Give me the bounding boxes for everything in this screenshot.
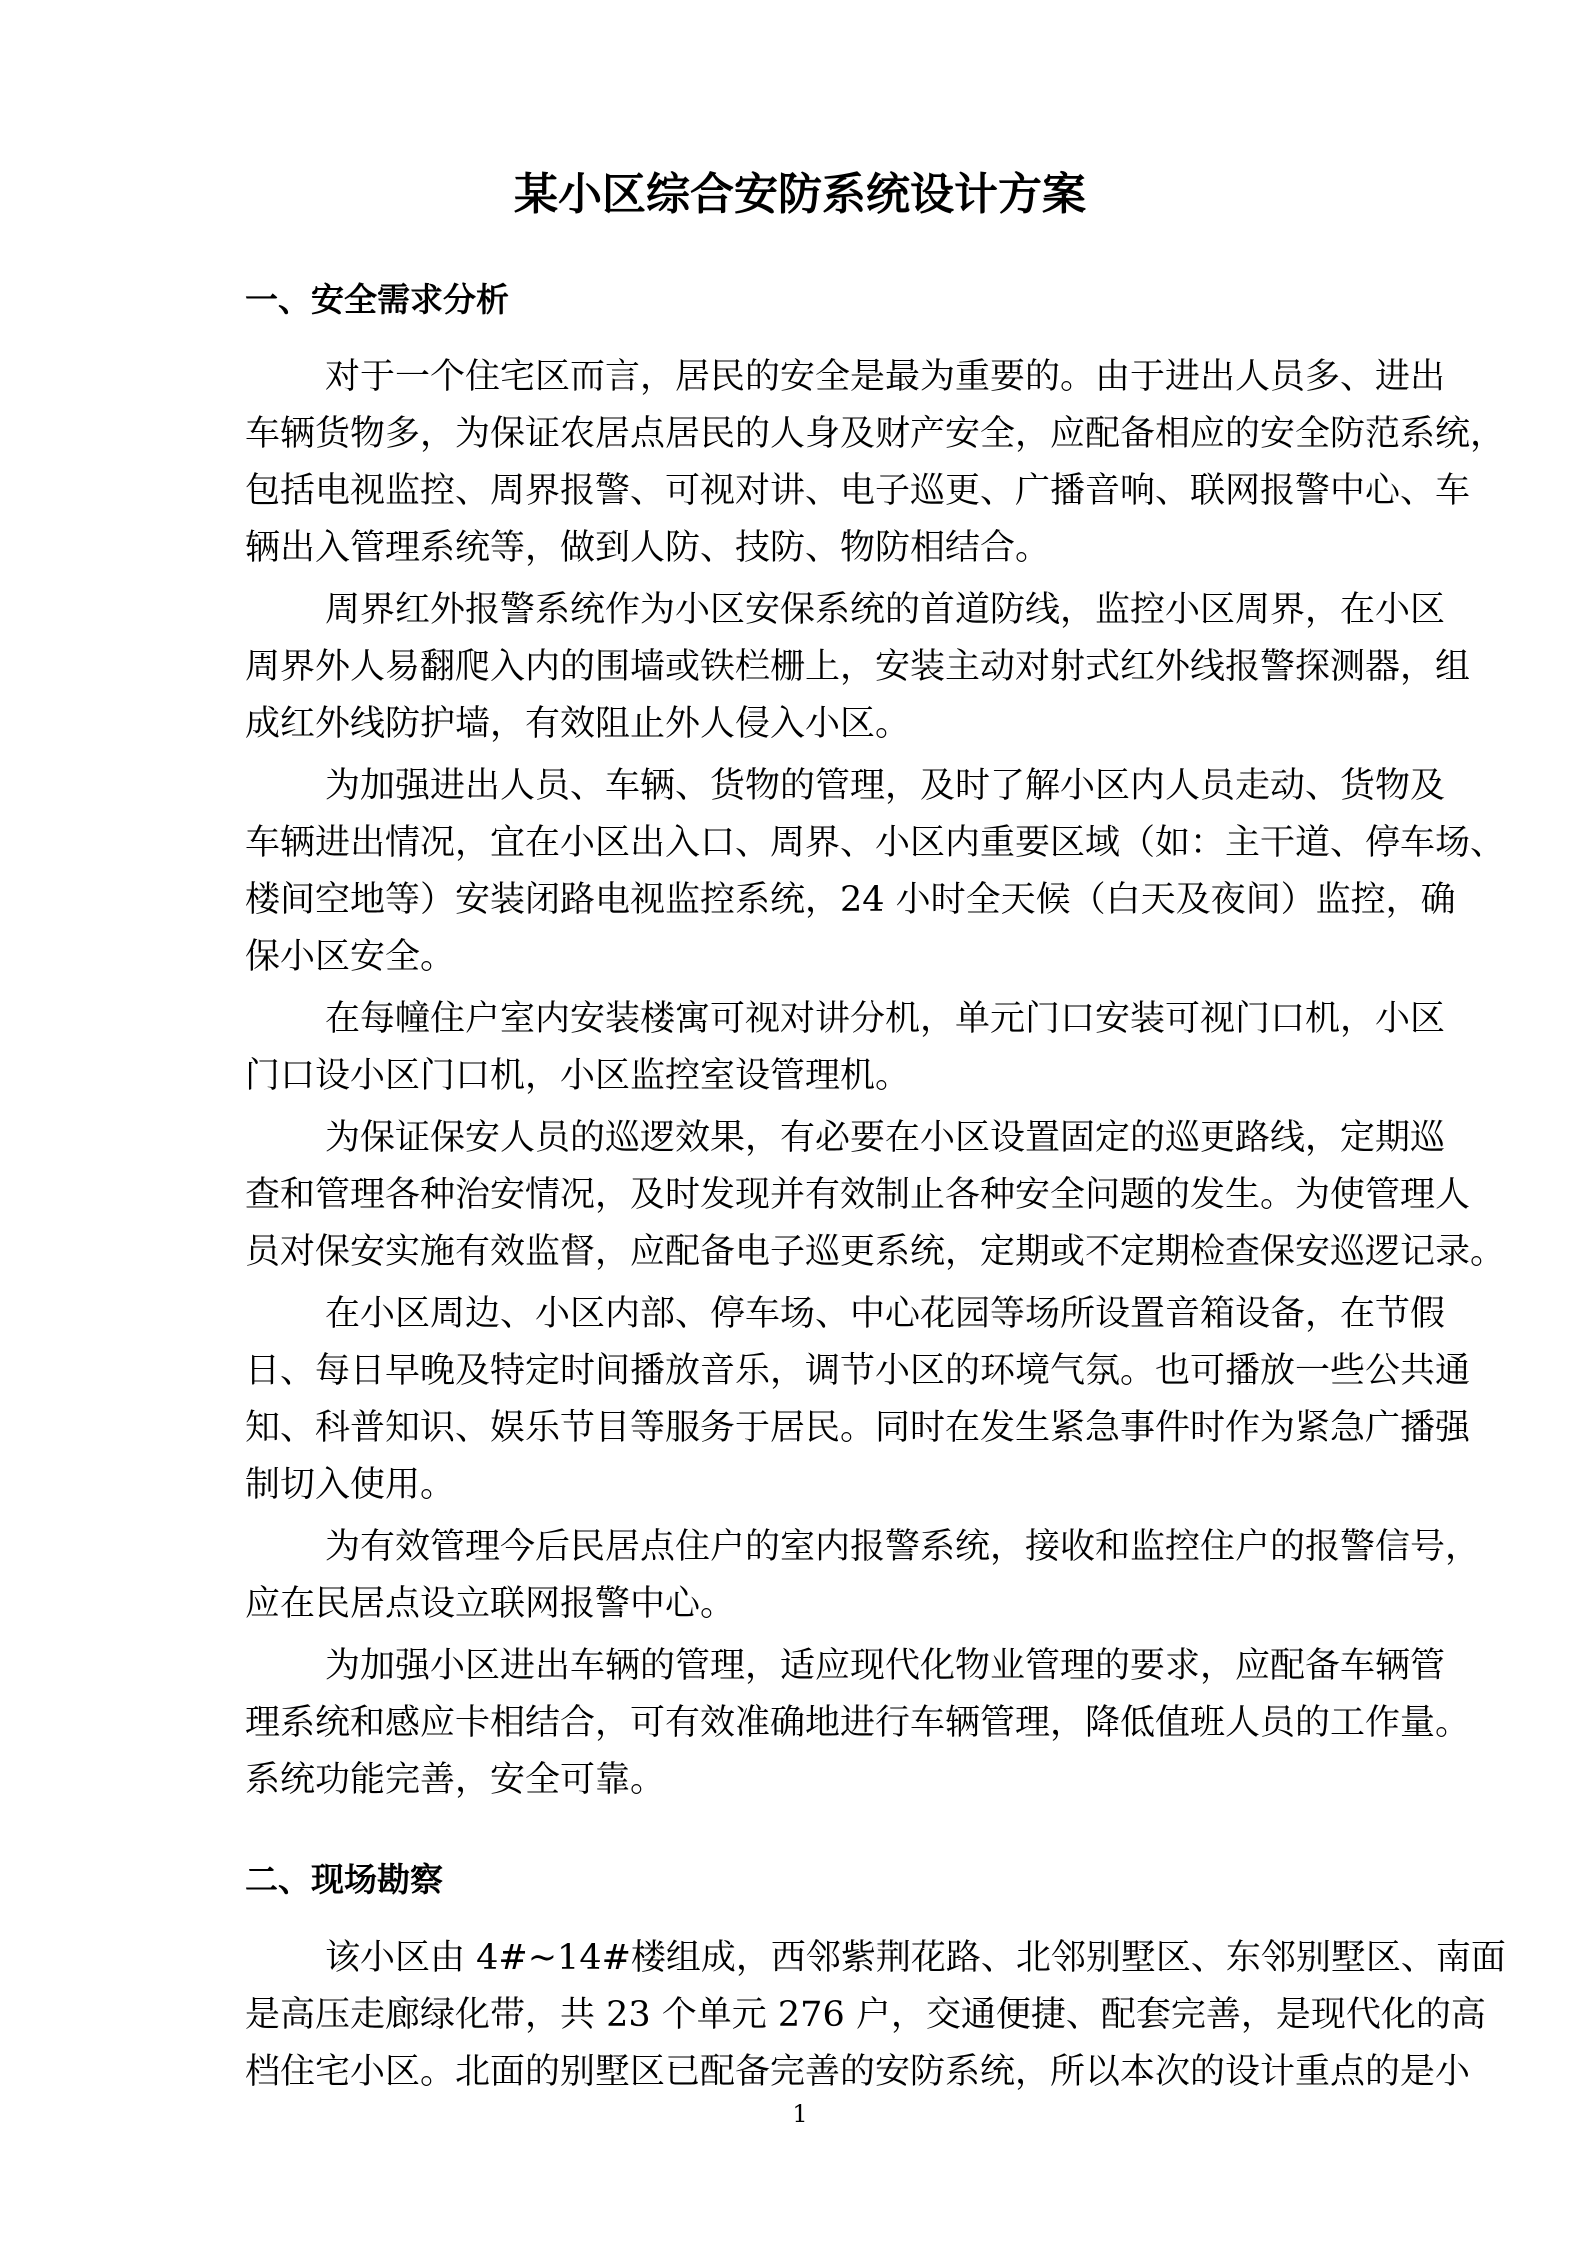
text-line: 制切入使用。 — [245, 1465, 456, 1505]
text-line: 楼间空地等）安装闭路电视监控系统，24 小时全天候（白天及夜间）监控，确 — [245, 880, 1456, 920]
paragraph — [245, 1286, 1471, 1514]
paragraph — [245, 1110, 1506, 1281]
section-heading-2: 二、现场勘察 — [245, 1860, 443, 1899]
paragraph — [245, 349, 1506, 577]
text-line: 日、每日早晚及特定时间播放音乐，调节小区的环境气氛。也可播放一些公共通 — [245, 1351, 1471, 1391]
document-title: 某小区综合安防系统设计方案 — [514, 169, 1086, 220]
section-body-2 — [245, 1930, 1506, 2106]
text-line: 是高压走廊绿化带，共 23 个单元 276 户，交通便捷、配套完善，是现代化的高 — [245, 1995, 1486, 2035]
text-line: 周界红外报警系统作为小区安保系统的首道防线，监控小区周界，在小区 — [325, 590, 1446, 630]
text-line: 理系统和感应卡相结合，可有效准确地进行车辆管理，降低值班人员的工作量。 — [245, 1703, 1471, 1743]
page-number: 1 — [792, 2100, 808, 2128]
text-line: 档住宅小区。北面的别墅区已配备完善的安防系统，所以本次的设计重点的是小 — [245, 2052, 1471, 2092]
paragraph — [245, 1519, 1481, 1633]
paragraph — [245, 582, 1471, 753]
text-line: 查和管理各种治安情况，及时发现并有效制止各种安全问题的发生。为使管理人 — [245, 1175, 1471, 1215]
section-heading-1: 一、安全需求分析 — [245, 280, 509, 319]
text-line: 该小区由 4#~14#楼组成，西邻紫荆花路、北邻别墅区、东邻别墅区、南面 — [325, 1938, 1506, 1978]
text-line: 辆出入管理系统等，做到人防、技防、物防相结合。 — [245, 528, 1051, 568]
text-line: 员对保安实施有效监督，应配备电子巡更系统，定期或不定期检查保安巡逻记录。 — [245, 1232, 1506, 1272]
text-line: 成红外线防护墙，有效阻止外人侵入小区。 — [245, 704, 911, 744]
section-body-1 — [245, 349, 1506, 1814]
text-line: 车辆进出情况，宜在小区出入口、周界、小区内重要区域（如：主干道、停车场、 — [245, 823, 1506, 863]
text-line: 应在民居点设立联网报警中心。 — [245, 1584, 736, 1624]
text-line: 系统功能完善，安全可靠。 — [245, 1760, 666, 1800]
text-line: 周界外人易翻爬入内的围墙或铁栏栅上，安装主动对射式红外线报警探测器，组 — [245, 647, 1471, 687]
text-line: 为加强进出人员、车辆、货物的管理，及时了解小区内人员走动、货物及 — [325, 766, 1446, 806]
text-line: 对于一个住宅区而言，居民的安全是最为重要的。由于进出人员多、进出 — [325, 357, 1446, 397]
text-line: 为保证保安人员的巡逻效果，有必要在小区设置固定的巡更路线，定期巡 — [325, 1118, 1446, 1158]
text-line: 门口设小区门口机，小区监控室设管理机。 — [245, 1056, 911, 1096]
text-line: 车辆货物多，为保证农居点居民的人身及财产安全，应配备相应的安全防范系统， — [245, 414, 1506, 454]
text-line: 为加强小区进出车辆的管理，适应现代化物业管理的要求，应配备车辆管 — [325, 1646, 1446, 1686]
text-line: 知、科普知识、娱乐节目等服务于居民。同时在发生紧急事件时作为紧急广播强 — [245, 1408, 1471, 1448]
text-line: 在小区周边、小区内部、停车场、中心花园等场所设置音箱设备，在节假 — [325, 1294, 1446, 1334]
paragraph — [245, 991, 1446, 1105]
paragraph — [245, 1638, 1471, 1809]
text-line: 保小区安全。 — [245, 937, 456, 977]
text-line: 为有效管理今后民居点住户的室内报警系统，接收和监控住户的报警信号， — [325, 1527, 1481, 1567]
text-line: 在每幢住户室内安装楼寓可视对讲分机，单元门口安装可视门口机，小区 — [325, 999, 1446, 1039]
text-line: 包括电视监控、周界报警、可视对讲、电子巡更、广播音响、联网报警中心、车 — [245, 471, 1471, 511]
paragraph — [245, 758, 1506, 986]
paragraph — [245, 1930, 1506, 2101]
